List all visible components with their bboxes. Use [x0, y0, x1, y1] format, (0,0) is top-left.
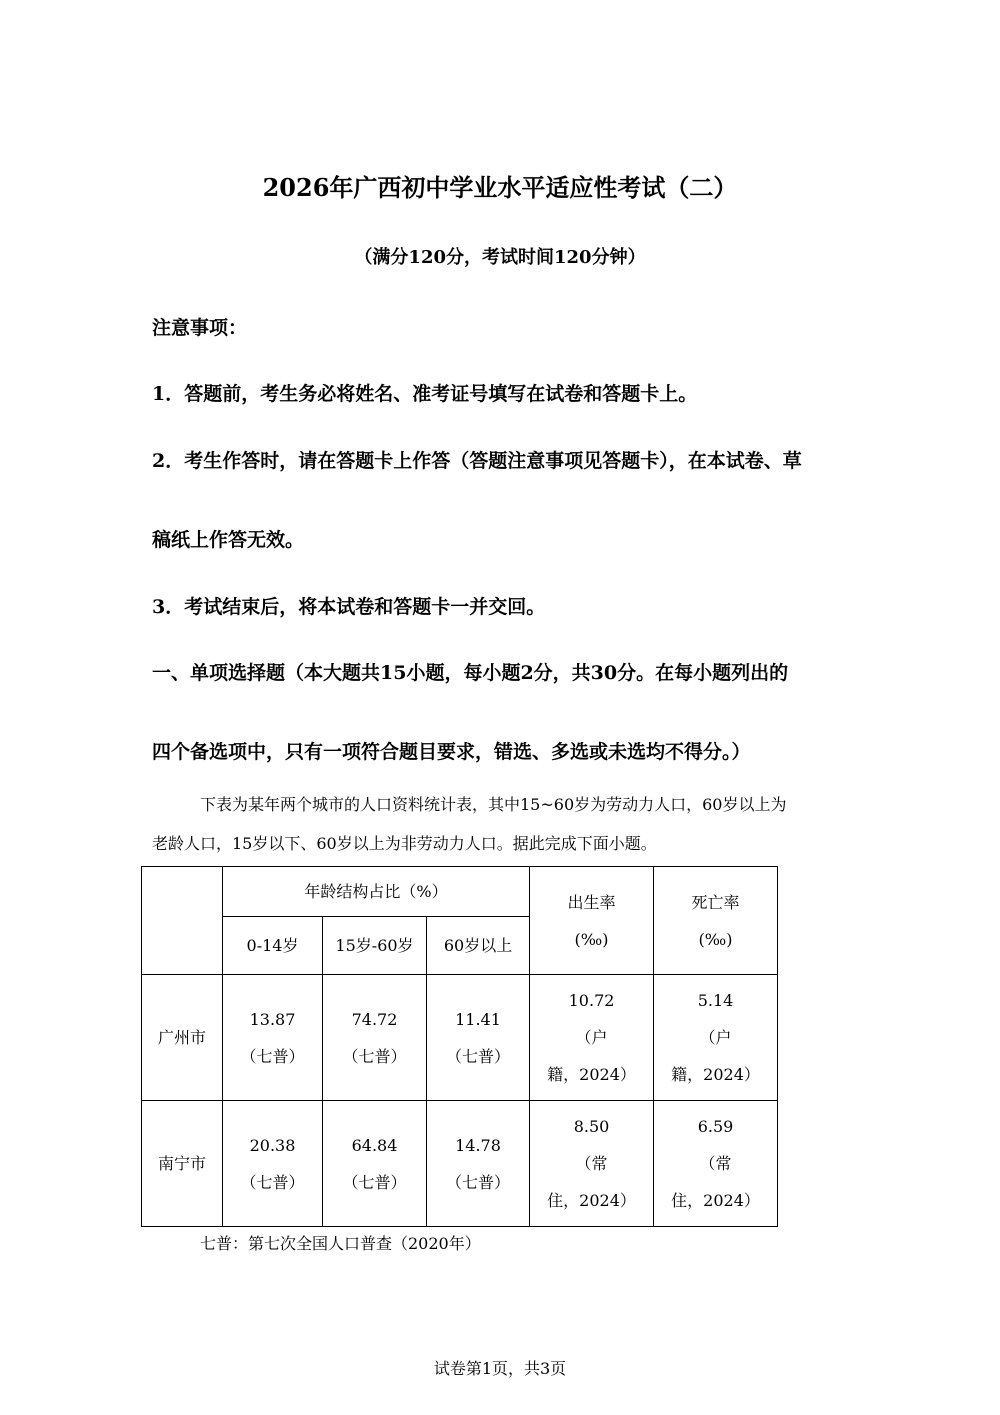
page-footer: 试卷第1页，共3页: [433, 1359, 567, 1378]
notice-item-2-continued: 稿纸上作答无效。: [152, 529, 305, 551]
intro-line-1: 下表为某年两个城市的人口资料统计表，其中15~60岁为劳动力人口，60岁以上为: [200, 795, 787, 814]
death-rate-cell: 6.59 （常 住，2024）: [654, 1101, 778, 1227]
age-share-cell: 20.38 （七普）: [223, 1101, 323, 1227]
birth-rate-header: 出生率 (‰): [530, 867, 654, 975]
section-heading-line-2: 四个备选项中，只有一项符合题目要求，错选、多选或未选均不得分。）: [152, 741, 751, 763]
population-table: [141, 866, 778, 1227]
age-col-15-60: 15岁-60岁: [323, 917, 427, 975]
section-heading-line-1: 一、单项选择题（本大题共15小题，每小题2分，共30分。在每小题列出的: [152, 662, 789, 684]
exam-subtitle: （满分120分，考试时间120分钟）: [354, 247, 646, 268]
age-col-0-14: 0-14岁: [223, 917, 323, 975]
table-corner-cell: [142, 867, 223, 975]
intro-line-2: 老龄人口，15岁以下、60岁以上为非劳动力人口。据此完成下面小题。: [152, 834, 657, 853]
notice-item-2: 2．考生作答时，请在答题卡上作答（答题注意事项见答题卡），在本试卷、草: [152, 450, 802, 472]
notice-item-1: 1．答题前，考生务必将姓名、准考证号填写在试卷和答题卡上。: [152, 383, 698, 405]
age-share-cell: 11.41 （七普）: [427, 975, 530, 1101]
age-share-cell: 74.72 （七普）: [323, 975, 427, 1101]
notice-heading: 注意事项：: [152, 317, 248, 339]
age-share-cell: 13.87 （七普）: [223, 975, 323, 1101]
birth-rate-cell: 8.50 （常 住，2024）: [530, 1101, 654, 1227]
city-name: 广州市: [142, 975, 223, 1101]
age-share-cell: 64.84 （七普）: [323, 1101, 427, 1227]
table-row: [142, 975, 778, 1101]
death-rate-header: 死亡率 (‰): [654, 867, 778, 975]
death-rate-cell: 5.14 （户 籍，2024）: [654, 975, 778, 1101]
exam-title: 2026年广西初中学业水平适应性考试（二）: [262, 173, 738, 202]
table-note: 七普：第七次全国人口普查（2020年）: [200, 1234, 481, 1253]
age-col-60-plus: 60岁以上: [427, 917, 530, 975]
birth-rate-cell: 10.72 （户 籍，2024）: [530, 975, 654, 1101]
notice-item-3: 3．考试结束后，将本试卷和答题卡一并交回。: [152, 596, 546, 618]
age-share-cell: 14.78 （七普）: [427, 1101, 530, 1227]
age-structure-header: 年龄结构占比（%）: [223, 867, 530, 917]
table-row: [142, 1101, 778, 1227]
city-name: 南宁市: [142, 1101, 223, 1227]
